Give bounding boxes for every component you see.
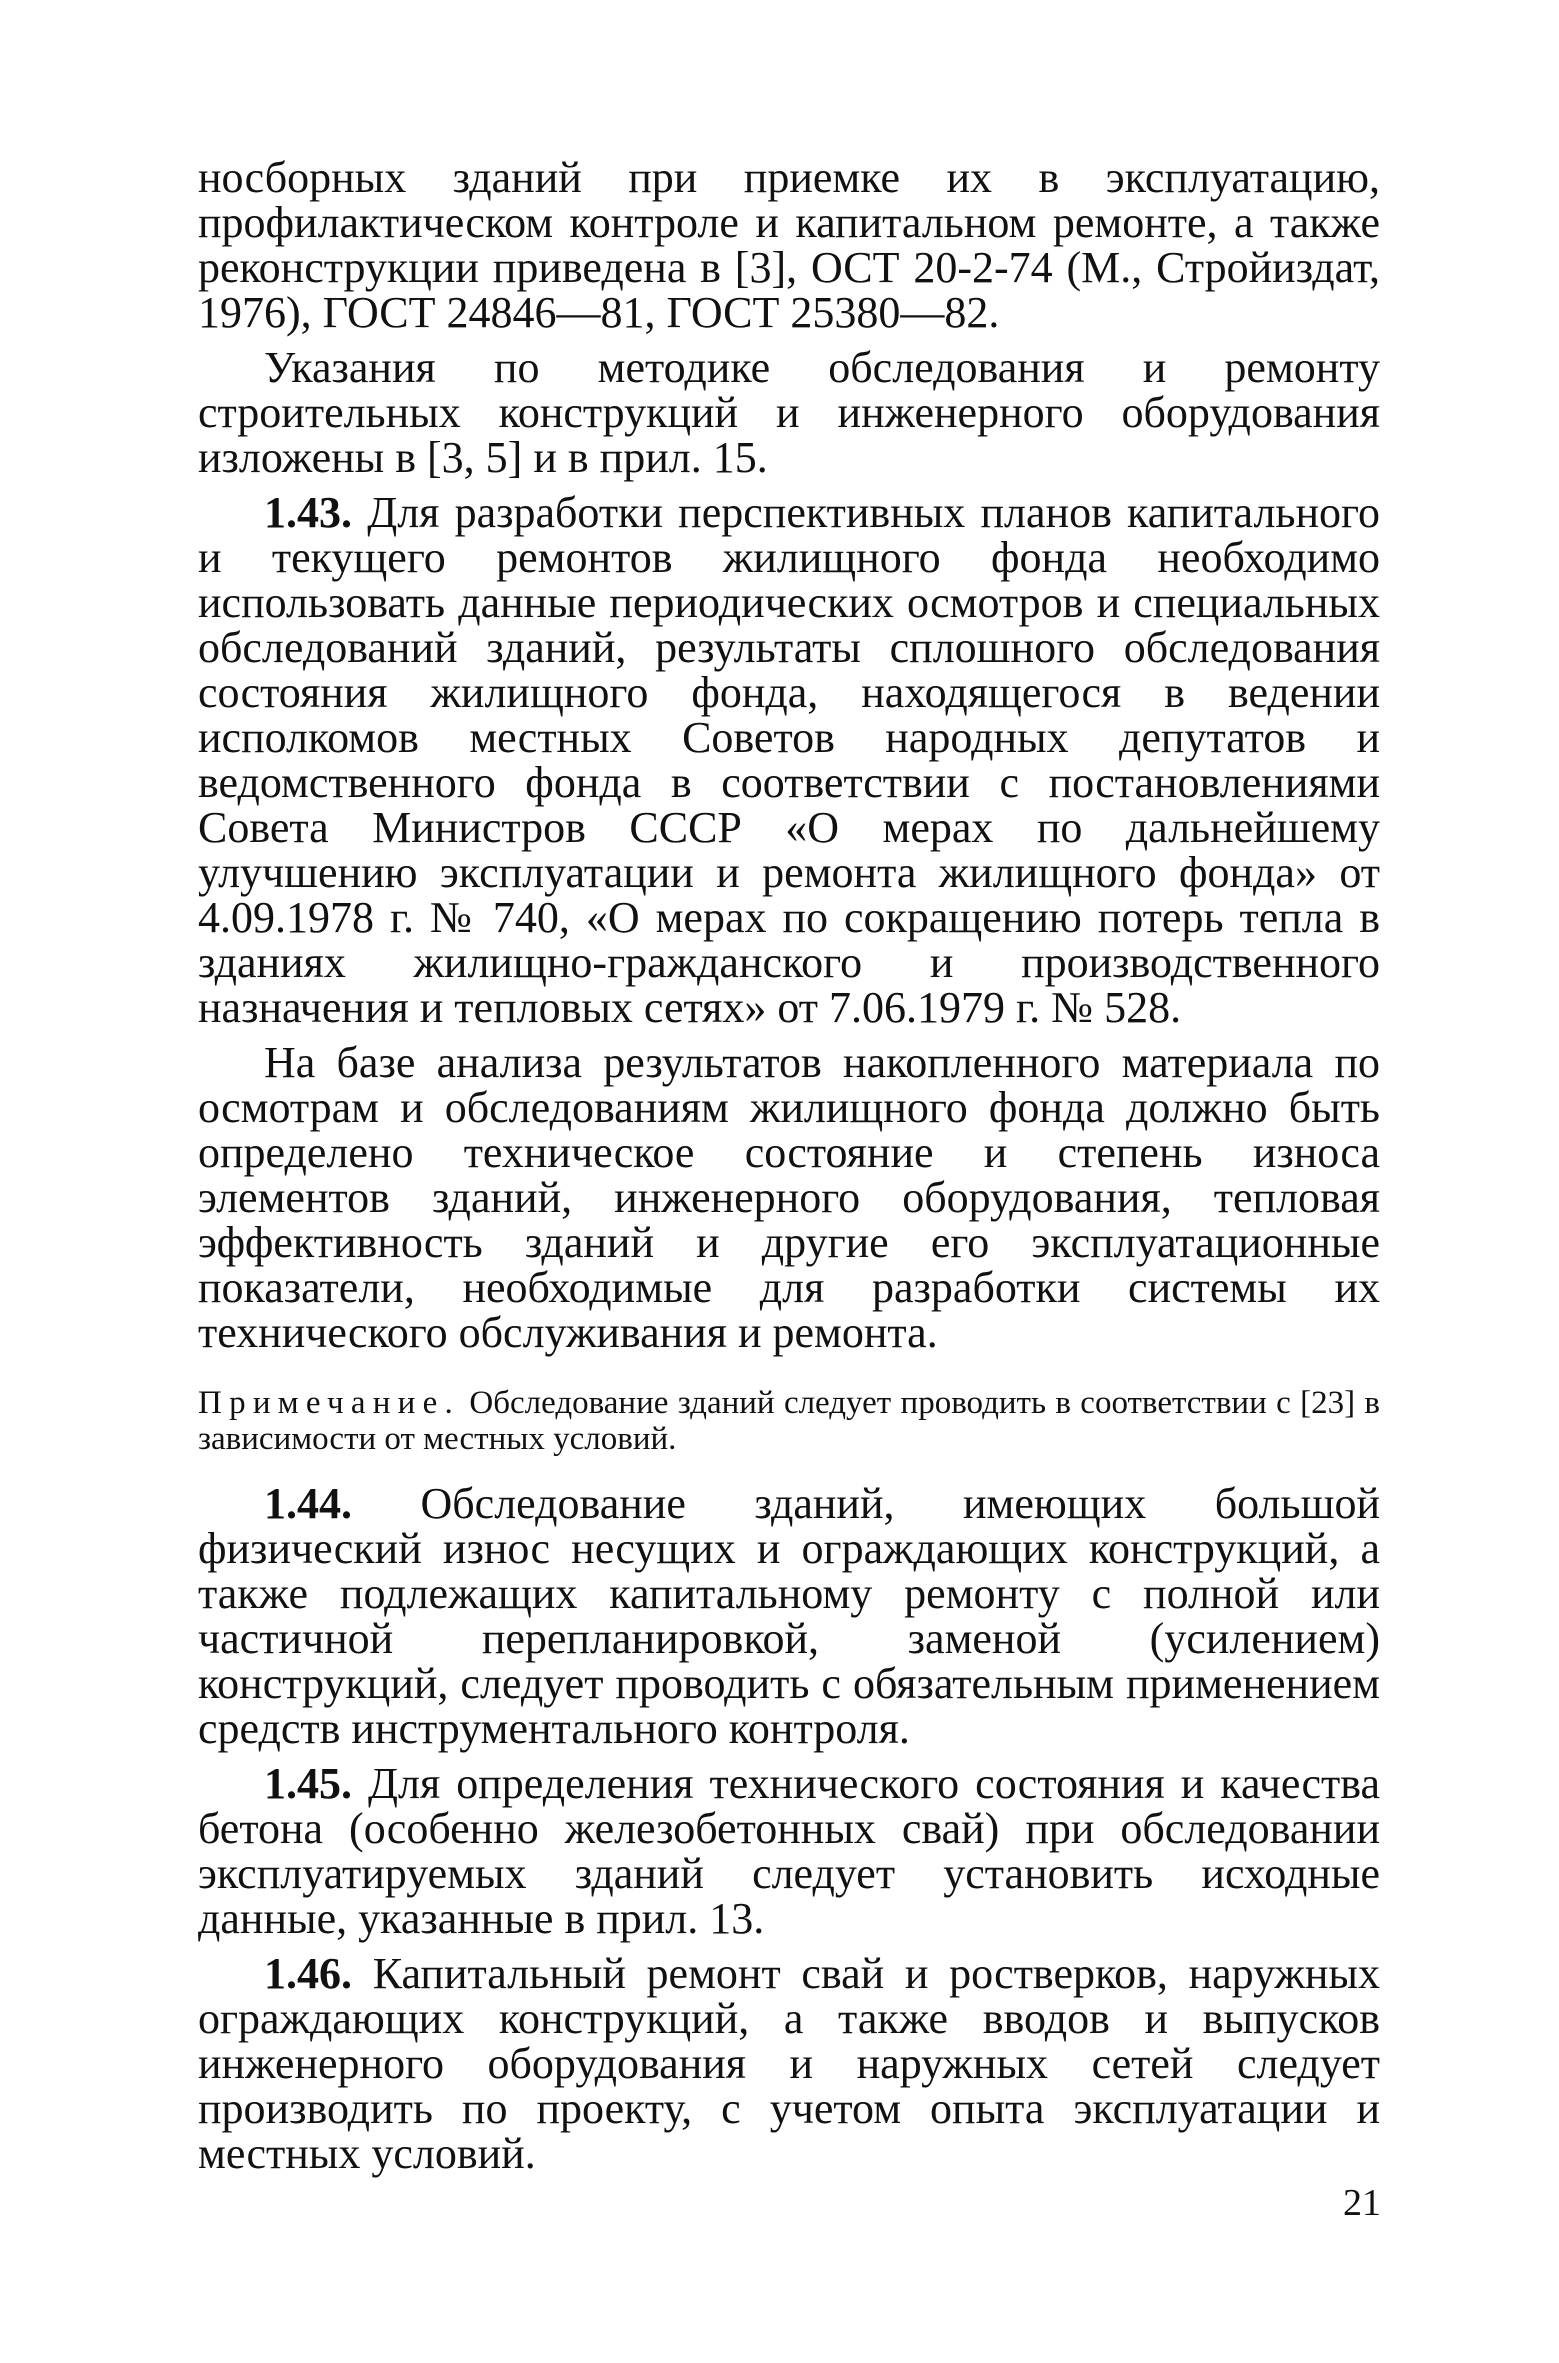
- section-number: 1.43.: [264, 488, 352, 537]
- section-text: Для разработки перспективных планов капитального и текущего ремонтов жилищного фонда необходимо использовать данные периодических осмотров и специальных обследований зданий, результаты сплошного обследования состояния жилищного фонда, находящегося в ведении исполкомов местных Советов народных депутатов и ведомственного фонда в соответствии с постановлениями Совета Министров СССР «О мерах по дальнейшему улучшению эксплуатации и ремонта жилищного фонда» от 4.09.1978 г. № 740, «О мерах по сокращению потерь тепла в зданиях жилищно-гражданского и производственного назначения и тепловых сетях» от 7.06.1979 г. № 528.: [198, 488, 1380, 1032]
- analysis-paragraph: На базе анализа результатов накопленного материала по осмотрам и обследованиям жилищного фонда должно быть определено техническое состояние и степень износа элементов зданий, инженерного оборудования, тепловая эффективность зданий и другие его эксплуатационные показатели, необходимые для разработки системы их технического обслуживания и ремонта.: [198, 1038, 1380, 1357]
- section-text: Для определения технического состояния и качества бетона (особенно железобетонных свай) при обследовании эксплуатируемых зданий следует установить исходные данные, указанные в прил. 13.: [198, 1759, 1381, 1943]
- section-text: Обследование зданий, имеющих большой физический износ несущих и ограждающих конструкций, а также подлежащих капитальному ремонту с полной или частичной перепланировкой, заменой (усилением) конструкций, следует проводить с обязательным применением средств инструментального контроля.: [198, 1479, 1381, 1753]
- section-number: 1.45.: [264, 1759, 352, 1808]
- section-1-44: [198, 1481, 1380, 1751]
- page-text-block: [198, 155, 1380, 2176]
- page-number: 21: [1343, 2182, 1381, 2224]
- section-text: Капитальный ремонт свай и ростверков, наружных ограждающих конструкций, а также вводов и выпусков инженерного оборудования и наружных сетей следует производить по проекту, с учетом опыта эксплуатации и местных условий.: [198, 1949, 1380, 2178]
- section-number: 1.44.: [264, 1479, 352, 1528]
- instructions-paragraph: Указания по методике обследования и ремонту строительных конструкций и инженерного оборудования изложены в [3, 5] и в прил. 15.: [198, 343, 1380, 482]
- section-1-46: [198, 1951, 1380, 2176]
- section-1-45: [198, 1761, 1380, 1941]
- note-label: Примечание.: [198, 1385, 461, 1421]
- note-text: Обследование зданий следует проводить в соответствии с [23] в зависимости от местных условий.: [198, 1385, 1380, 1457]
- intro-paragraph: носборных зданий при приемке их в эксплуатацию, профилактическом контроле и капитальном ремонте, а также реконструкции приведена в [3], ОСТ 20-2-74 (М., Стройиздат, 1976), ГОСТ 24846—81, ГОСТ 25380—82.: [198, 153, 1380, 337]
- note-paragraph: [198, 1385, 1380, 1457]
- section-1-43: [198, 490, 1380, 1030]
- section-number: 1.46.: [264, 1949, 352, 1998]
